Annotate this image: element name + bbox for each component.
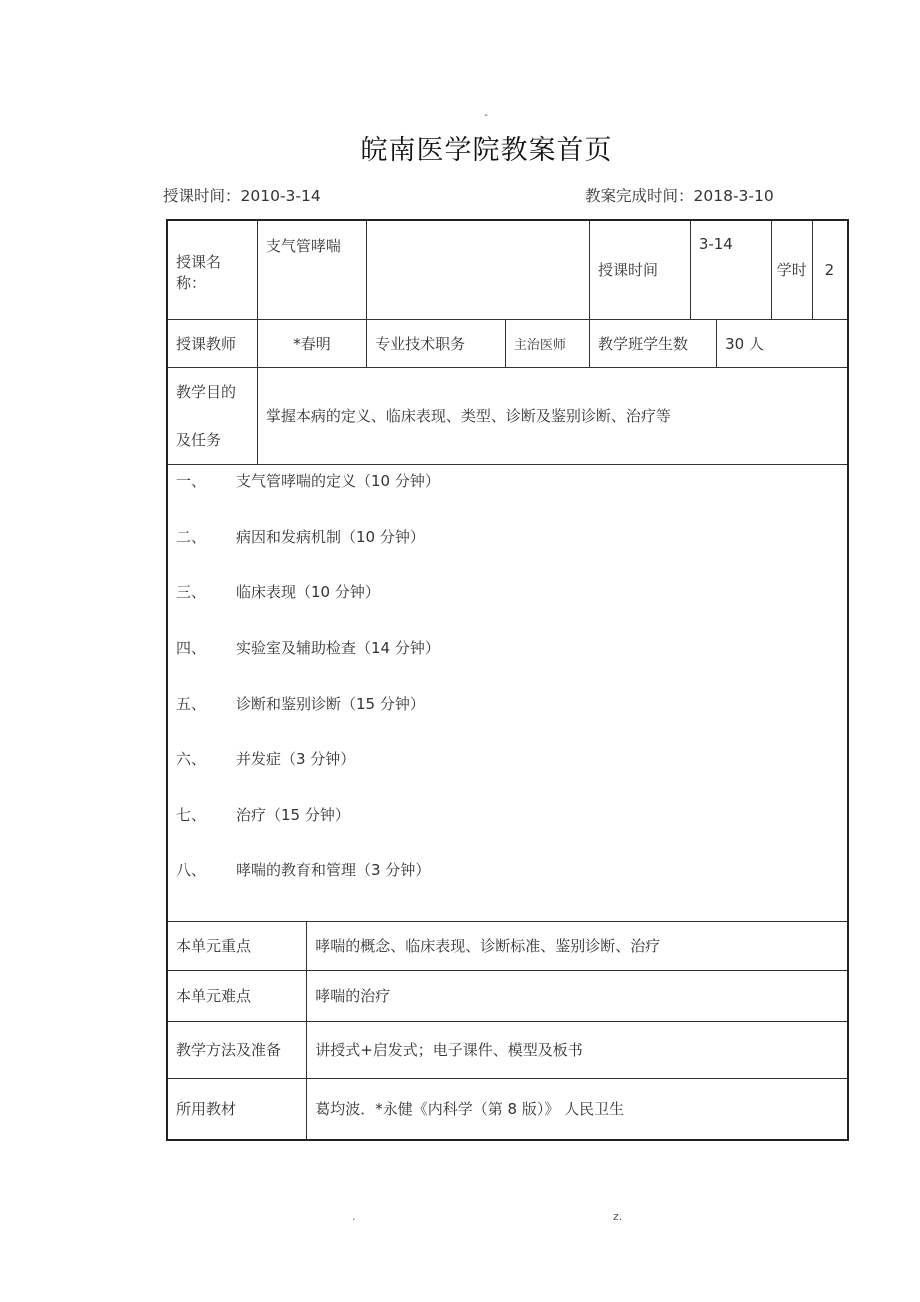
lecture-time-header: 授课时间：2010-3-14 [163, 187, 321, 205]
footer-right-mark: z. [613, 1210, 623, 1223]
teacher-label: 授课教师 [167, 319, 257, 367]
footer-left-mark: . [352, 1210, 356, 1223]
goal-label-line1: 教学目的 [176, 382, 237, 401]
hours-label: 学时 [772, 221, 813, 319]
lecture-time-value: 3-14 [690, 220, 771, 319]
page-title: 皖南医学院教案首页 [360, 135, 613, 166]
course-name-blank [367, 220, 590, 319]
lecture-time-label: 授课时间 [589, 220, 690, 319]
teacher-row [167, 319, 848, 367]
methods-value: 讲授式+启发式；电子课件、模型及板书 [307, 1021, 848, 1078]
textbook-label: 所用教材 [167, 1078, 307, 1140]
outline-item: 三、 临床表现（10 分钟） [176, 582, 380, 601]
students-value: 30 人 [717, 319, 848, 367]
course-name-value: 支气管哮喘 [257, 220, 366, 319]
teacher-value: *春明 [257, 319, 366, 367]
outline-row [167, 464, 848, 921]
course-outline [167, 464, 848, 921]
difficult-points-value: 哮喘的治疗 [307, 970, 848, 1021]
outline-item: 一、 支气管哮喘的定义（10 分钟） [176, 471, 440, 490]
goal-row [167, 367, 848, 464]
course-row [167, 220, 848, 319]
key-points-value: 哮喘的概念、临床表现、诊断标准、鉴别诊断、治疗 [307, 921, 848, 970]
title-value: 主治医师 [505, 319, 589, 367]
goal-value: 掌握本病的定义、临床表现、类型、诊断及鉴别诊断、治疗等 [257, 367, 848, 464]
textbook-row [167, 1078, 848, 1140]
lesson-plan-table [166, 219, 849, 1141]
textbook-value: 葛均波．*永健《内科学（第 8 版）》 人民卫生 [307, 1078, 848, 1140]
hours-value: 2 [824, 260, 835, 279]
completion-time-header: 教案完成时间：2018-3-10 [585, 187, 774, 205]
difficult-points-label: 本单元难点 [167, 970, 307, 1021]
methods-row [167, 1021, 848, 1078]
top-mark: - [484, 108, 488, 121]
outline-item: 二、 病因和发病机制（10 分钟） [176, 527, 425, 546]
outline-item: 七、 治疗（15 分钟） [176, 805, 350, 824]
course-name-label: 授课名称： [167, 220, 257, 319]
key-points-label: 本单元重点 [167, 921, 307, 970]
outline-item: 八、 哮喘的教育和管理（3 分钟） [176, 860, 431, 879]
difficult-points-row [167, 970, 848, 1021]
hours-cell [771, 220, 848, 319]
students-label: 教学班学生数 [589, 319, 716, 367]
outline-item: 五、 诊断和鉴别诊断（15 分钟） [176, 694, 425, 713]
outline-item: 四、 实验室及辅助检查（14 分钟） [176, 638, 440, 657]
outline-item: 六、 并发症（3 分钟） [176, 749, 356, 768]
key-points-row [167, 921, 848, 970]
goal-label-line2: 及任务 [176, 430, 222, 449]
title-label: 专业技术职务 [367, 319, 506, 367]
methods-label: 教学方法及准备 [167, 1021, 307, 1078]
goal-label [167, 367, 257, 464]
